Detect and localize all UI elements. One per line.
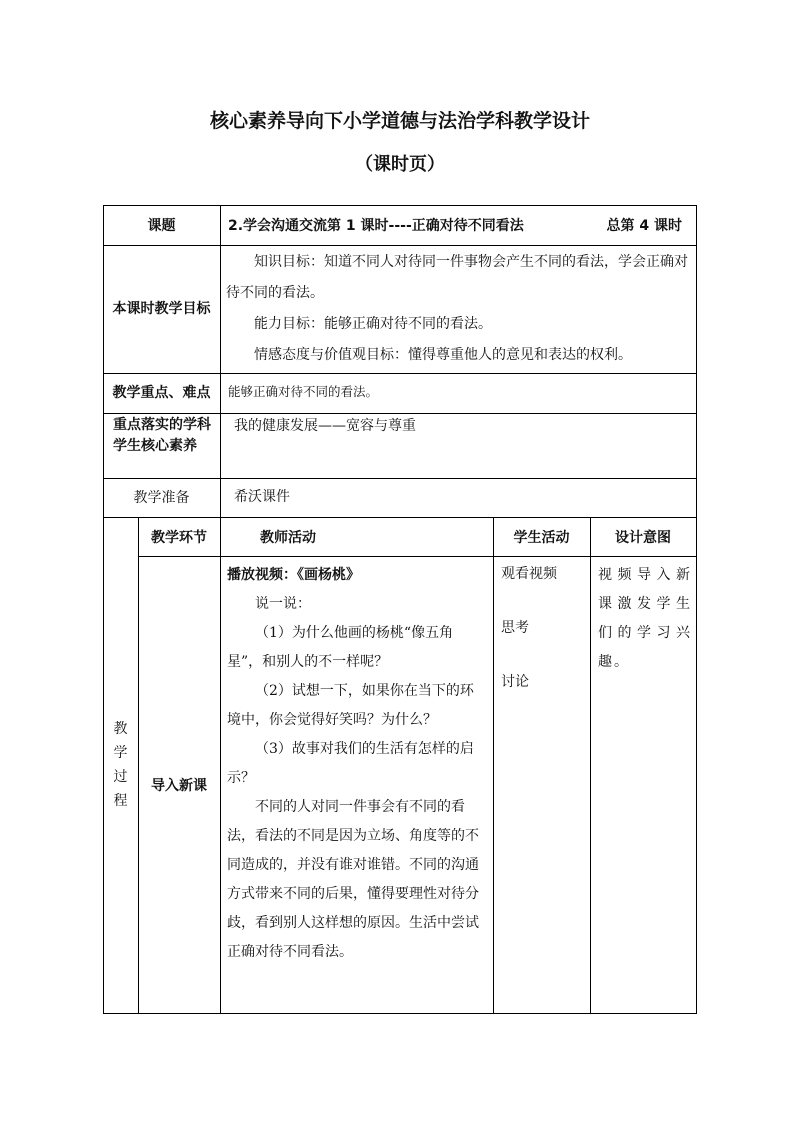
- document-subtitle: （课时页）: [355, 154, 445, 175]
- preparation-value: 希沃课件: [234, 489, 290, 505]
- topic-value: 2.学会沟通交流第 1 课时----正确对待不同看法: [228, 218, 524, 234]
- objective-ability: 能力目标：能够正确对待不同的看法。: [254, 316, 492, 332]
- student-activity-cell: [493, 559, 590, 1009]
- design-intent: 视频导入新课激发学生们的学习兴趣。: [598, 567, 692, 670]
- objective-attitude: 情感态度与价值观目标：懂得尊重他人的意见和表达的权利。: [254, 347, 632, 363]
- keypoints-label: 教学重点、难点: [112, 385, 211, 401]
- teacher-question-3: （3）故事对我们的生活有怎样的启示？: [227, 741, 474, 786]
- literacy-value: 我的健康发展——宽容与尊重: [234, 418, 416, 434]
- student-item: 观看视频: [501, 566, 557, 582]
- preparation-label: 教学准备: [133, 489, 190, 506]
- header-stage: 教学环节: [151, 529, 207, 546]
- teacher-line: 说一说：: [255, 596, 311, 612]
- header-intent: 设计意图: [615, 529, 671, 546]
- teacher-question-2: （2）试想一下，如果你在当下的环境中，你会觉得好笑吗？为什么？: [227, 683, 474, 728]
- topic-label: 课题: [147, 218, 176, 234]
- objectives-label: 本课时教学目标: [112, 301, 211, 317]
- topic-cell: [220, 205, 696, 245]
- process-side-label-cell: [103, 517, 138, 1013]
- keypoints-value: 能够正确对待不同的看法。: [228, 384, 379, 399]
- teacher-activity-cell: [220, 561, 493, 1011]
- objectives-cell: [220, 247, 696, 373]
- literacy-label: 重点落实的学科学生核心素养: [113, 417, 211, 454]
- teacher-question-1: （1）为什么他画的杨桃“像五角星”，和别人的不一样呢？: [227, 625, 454, 670]
- header-student: 学生活动: [513, 529, 570, 546]
- topic-total: 总第 4 课时: [606, 218, 682, 234]
- process-side-label: 教学过程: [113, 721, 128, 809]
- student-item: 讨论: [501, 674, 529, 690]
- teacher-heading: 播放视频：《画杨桃》: [227, 567, 360, 583]
- stage-intro: 导入新课: [151, 777, 207, 794]
- teacher-summary: 不同的人对同一件事会有不同的看法，看法的不同是因为立场、角度等的不同造成的，并没有谁对谁错。不同的沟通方式带来不同的后果，懂得要理性对待分歧，看到别人这样想的原因。生活中尝试正确对待不同看法。: [227, 799, 479, 960]
- header-teacher: 教师活动: [260, 529, 316, 546]
- document-title: 核心素养导向下小学道德与法治学科教学设计: [209, 110, 590, 132]
- objective-knowledge: 知识目标：知道不同人对待同一件事物会产生不同的看法，学会正确对待不同的看法。: [226, 254, 688, 301]
- student-item: 思考: [501, 620, 529, 636]
